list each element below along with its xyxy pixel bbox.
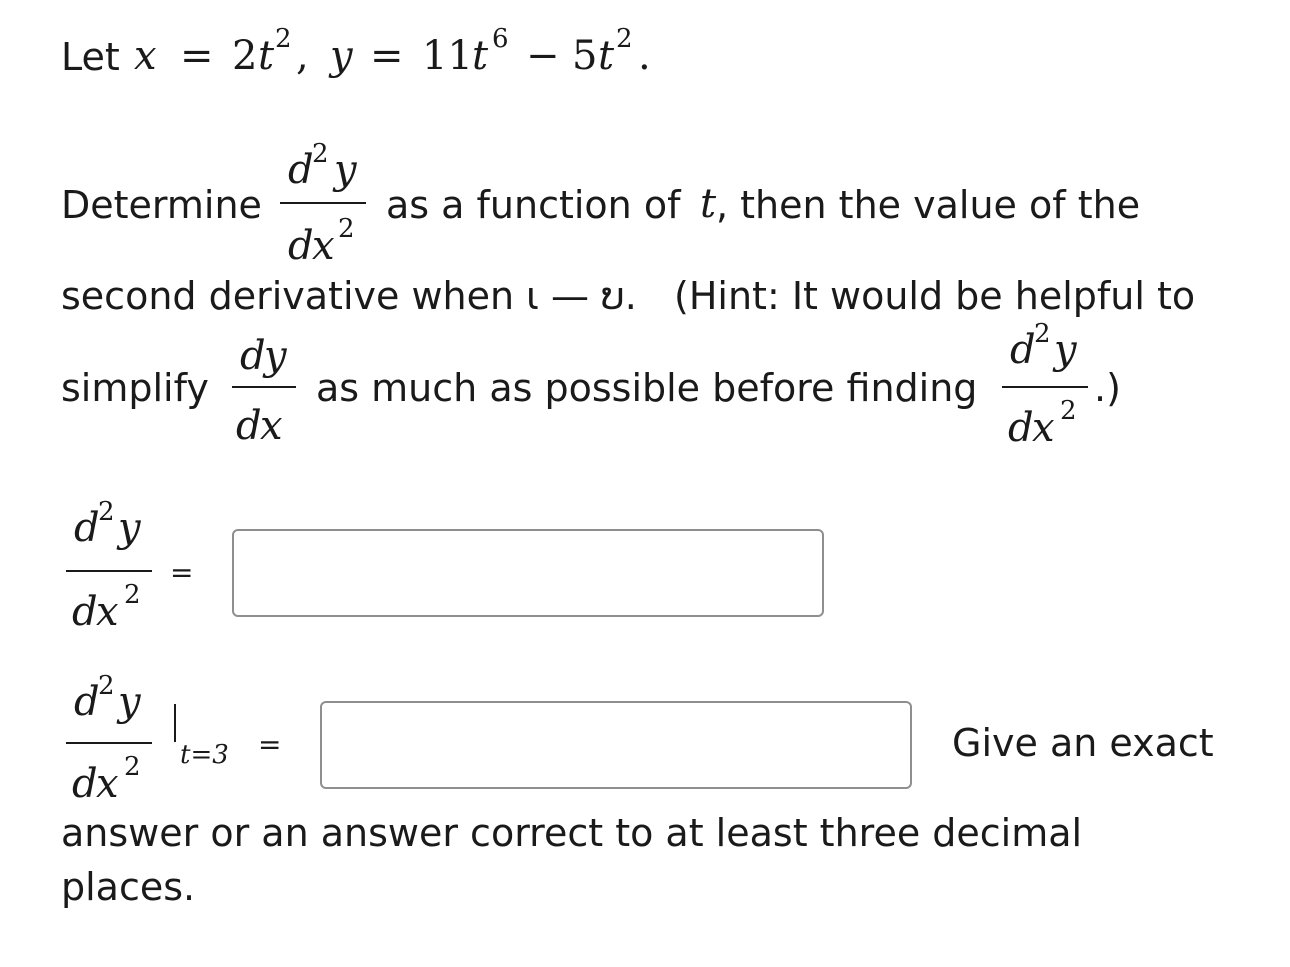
dx-x: x xyxy=(260,403,283,449)
hint-frac-d: d xyxy=(1010,327,1036,373)
close-paren: .) xyxy=(1094,366,1121,410)
then-value-label: , then the value of the xyxy=(716,183,1141,227)
ans2-y: y xyxy=(118,679,141,725)
simplify-label: simplify xyxy=(61,366,209,410)
frac-exp: 2 xyxy=(312,139,329,169)
frac-y: y xyxy=(334,147,357,193)
exponent-2b: 2 xyxy=(616,24,633,54)
x-variable: x xyxy=(134,33,157,79)
t-variable: t xyxy=(258,33,275,79)
period: . xyxy=(638,33,651,79)
ans1-exp: 2 xyxy=(98,497,115,527)
second-derivative-value-input[interactable] xyxy=(320,701,912,789)
ans1-d-den: d xyxy=(72,589,98,635)
coefficient-5: 5 xyxy=(572,33,598,79)
dy-y: y xyxy=(264,333,287,379)
fraction-bar xyxy=(280,202,366,204)
t-variable-2: t xyxy=(472,33,489,79)
ans2-equals: = xyxy=(258,728,282,761)
as-much-label: as much as possible before finding xyxy=(316,366,978,410)
t-variable-3: t xyxy=(598,33,615,79)
evaluation-bar xyxy=(174,704,176,742)
as-function-label: as a function of xyxy=(386,183,681,227)
second-derivative-label: second derivative when xyxy=(61,274,515,318)
t-variable-prompt: t xyxy=(700,181,717,227)
hint-frac-y: y xyxy=(1054,327,1077,373)
x-coefficient: 2 xyxy=(232,33,258,79)
exponent-6: 6 xyxy=(492,24,509,54)
hint-frac-exp: 2 xyxy=(1034,319,1051,349)
ans2-d-den: d xyxy=(72,761,98,807)
ans1-x-den: x xyxy=(96,589,119,635)
hint-label: (Hint: It would be helpful to xyxy=(674,274,1196,318)
ans1-exp-den: 2 xyxy=(124,580,141,610)
hint-frac-exp-den: 2 xyxy=(1060,396,1077,426)
precision-line-3: places. xyxy=(61,865,196,909)
ans1-equals: = xyxy=(170,556,194,589)
dx-d: d xyxy=(236,403,262,449)
equals-sign: = xyxy=(180,33,214,79)
equals-sign-2: = xyxy=(370,33,404,79)
ans2-x-den: x xyxy=(96,761,119,807)
hint-fraction-bar xyxy=(1002,386,1088,388)
ans2-fraction-bar xyxy=(66,742,152,744)
determine-label: Determine xyxy=(61,183,262,227)
second-derivative-input[interactable] xyxy=(232,529,824,617)
ans2-exp: 2 xyxy=(98,671,115,701)
y-coefficient: 11 xyxy=(422,33,473,79)
let-label: Let xyxy=(61,35,120,79)
comma: , xyxy=(296,33,309,79)
frac-d: d xyxy=(288,147,314,193)
y-variable: y xyxy=(330,33,353,79)
exponent-2: 2 xyxy=(275,24,292,54)
precision-line-2: answer or an answer correct to at least three decimal xyxy=(61,811,1083,855)
hint-frac-x-den: x xyxy=(1032,405,1055,451)
dy-d: d xyxy=(240,333,266,379)
minus-sign: − xyxy=(526,33,560,79)
hint-frac-d-den: d xyxy=(1008,405,1034,451)
frac-exp-den: 2 xyxy=(338,214,355,244)
ans2-d: d xyxy=(74,679,100,725)
ans1-fraction-bar xyxy=(66,570,152,572)
ans2-exp-den: 2 xyxy=(124,752,141,782)
clipped-condition: ι — ບ. xyxy=(526,274,637,318)
give-exact-label: Give an exact xyxy=(952,721,1214,765)
evaluation-subscript: t=3 xyxy=(180,740,229,770)
ans1-y: y xyxy=(118,505,141,551)
ans1-d: d xyxy=(74,505,100,551)
frac-d-den: d xyxy=(288,223,314,269)
frac-x-den: x xyxy=(312,223,335,269)
dydx-fraction-bar xyxy=(232,386,296,388)
